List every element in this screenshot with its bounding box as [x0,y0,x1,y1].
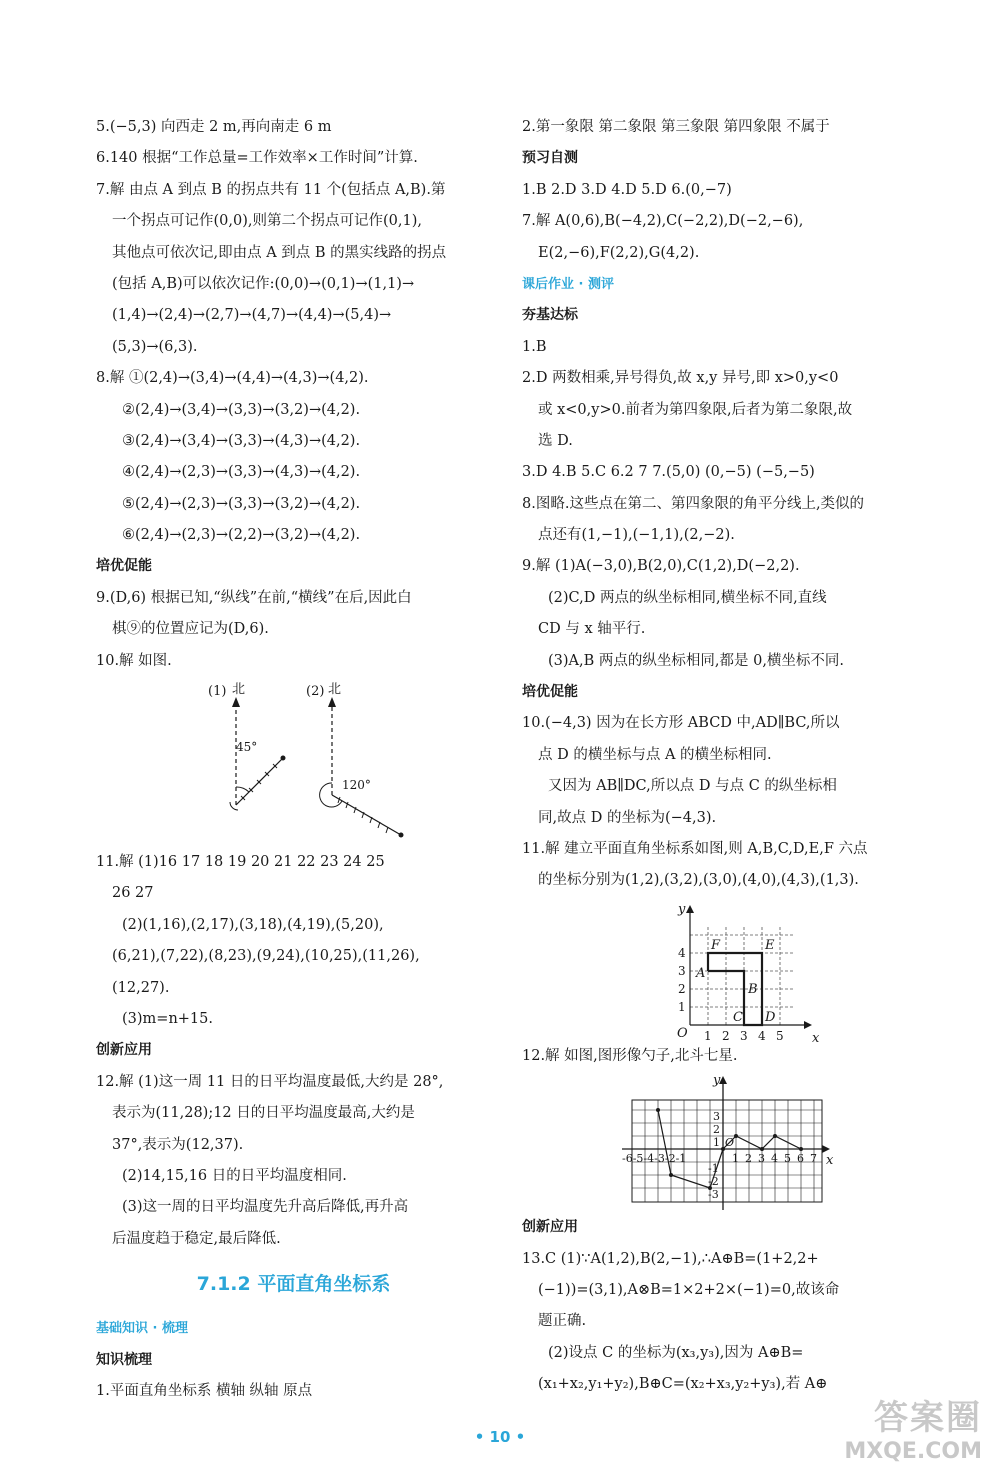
angle-label: 45° [236,740,258,755]
coordinate-grid-q11 [522,897,917,1046]
point-label: E [765,937,775,953]
x-tick-negative: -6-5-4-3-2-1 [622,1152,687,1166]
axis-label: x [826,1153,834,1169]
answer-line: (3)A,B 两点的纵坐标相同,都是 0,横坐标不同. [548,652,845,669]
answer-line: (x₁+x₂,y₁+y₂),B⊕C=(x₂+x₃,y₂+y₃),若 A⊕ [538,1376,828,1393]
angle-label: 120° [342,778,371,793]
answer-line: 表示为(11,28);12 日的日平均温度最高,大约是 [112,1105,415,1122]
section-heading: 夯基达标 [522,307,578,324]
y-tick: 3 [713,1110,720,1124]
x-tick: 2 [745,1152,752,1166]
point-label: B [748,981,758,997]
answer-line: 11.解 (1)16 17 18 19 20 21 22 23 24 25 [96,854,385,871]
answer-line: 2.D 两数相乘,异号得负,故 x,y 异号,即 x>0,y<0 [522,370,839,387]
axis-label: y [713,1073,721,1089]
answer-line: 的坐标分别为(1,2),(3,2),(3,0),(4,0),(4,3),(1,3). [538,872,859,889]
section-heading: 创新应用 [522,1219,578,1236]
answer-line: 6.140 根据“工作总量=工作效率×工作时间”计算. [96,150,418,167]
y-tick: 4 [678,945,686,960]
answer-line: 题正确. [538,1313,587,1330]
figure-q11 [522,897,917,1046]
point-label: D [765,1009,776,1025]
answer-line: 1.平面直角坐标系 横轴 纵轴 原点 [96,1382,313,1399]
answer-line: 10.(−4,3) 因为在长方形 ABCD 中,AD∥BC,所以 [522,715,840,732]
answer-line: (2)设点 C 的坐标为(x₃,y₃),因为 A⊕B= [548,1344,804,1361]
coordinate-grid-q12 [522,1072,917,1212]
y-tick: 1 [678,999,686,1014]
answer-line: CD 与 x 轴平行. [538,621,646,638]
answer-line: 11.解 建立平面直角坐标系如图,则 A,B,C,D,E,F 六点 [522,840,868,857]
x-tick: 5 [784,1152,791,1166]
point-label: A [696,965,706,981]
answer-line: E(2,−6),F(2,2),G(4,2). [538,244,700,261]
point-label: F [711,937,721,953]
answer-line: (1,4)→(2,4)→(2,7)→(4,7)→(4,4)→(5,4)→ [112,307,392,324]
origin-label: O [677,1025,688,1041]
axis-label: x [812,1030,820,1046]
answer-line: ③(2,4)→(3,4)→(3,3)→(4,3)→(4,2). [122,432,361,449]
x-tick: 4 [771,1152,778,1166]
diagram-label: 北 [328,682,342,698]
y-tick: 3 [678,963,686,978]
diagram-label: (2) [306,684,325,700]
page-number: • 10 • [474,1428,526,1446]
answer-line: 5.(−5,3) 向西走 2 m,再向南走 6 m [96,119,332,135]
y-tick: 1 [713,1136,720,1150]
answer-line: 9.(D,6) 根据已知,“纵线”在前,“横线”在后,因此白 [96,589,412,606]
answer-line: 又因为 AB∥DC,所以点 D 与点 C 的纵坐标相 [548,778,837,795]
diagram-label: (1) [208,684,227,700]
axis-label: y [678,901,686,917]
answer-line: 后温度趋于稳定,最后降低. [112,1230,281,1247]
watermark-logo [844,1390,982,1464]
answer-line: (12,27). [112,979,170,996]
blue-subheading: 基础知识 · 梳理 [96,1321,188,1337]
answer-line: (3)m=n+15. [122,1010,213,1027]
section-heading: 培优促能 [96,558,152,575]
answer-line: 8.图略.这些点在第二、第四象限的角平分线上,类似的 [522,495,865,512]
y-tick: -2 [708,1175,719,1189]
section-heading: 知识梳理 [96,1351,152,1368]
diagram-label: 北 [232,682,246,698]
x-tick: 1 [704,1028,712,1043]
right-column [522,112,917,1401]
answer-line: 1.B 2.D 3.D 4.D 5.D 6.(0,−7) [522,181,732,198]
answer-line: (2)14,15,16 日的日平均温度相同. [122,1167,347,1184]
x-tick: 2 [722,1028,730,1043]
answer-line: 1.B [522,338,547,355]
x-tick: 1 [732,1152,739,1166]
answer-line: ④(2,4)→(2,3)→(3,3)→(4,3)→(4,2). [122,464,361,481]
origin-label: O [725,1136,735,1150]
answer-line: 7.解 由点 A 到点 B 的拐点共有 11 个(包括点 A,B).第 [96,181,446,198]
answer-line: 7.解 A(0,6),B(−4,2),C(−2,2),D(−2,−6), [522,213,804,230]
answer-line: 同,故点 D 的坐标为(−4,3). [538,809,717,826]
answer-line: 8.解 ①(2,4)→(3,4)→(4,4)→(4,3)→(4,2). [96,370,369,387]
y-tick: 2 [713,1123,720,1137]
x-tick: 5 [776,1028,784,1043]
watermark-url: MXQE.COM [844,1439,982,1464]
answer-line: (包括 A,B)可以依次记作:(0,0)→(0,1)→(1,1)→ [112,275,415,292]
section-heading: 培优促能 [522,684,578,701]
answer-line: 12.解 如图,图形像勺子,北斗七星. [522,1047,738,1064]
answer-line: 其他点可依次记,即由点 A 到点 B 的黑实线路的拐点 [112,244,447,261]
y-tick: -1 [708,1162,719,1176]
y-tick: 2 [678,981,686,996]
answer-line: 或 x<0,y>0.前者为第四象限,后者为第二象限,故 [538,401,853,418]
x-tick: 6 [797,1152,804,1166]
answer-line: (2)C,D 两点的纵坐标相同,横坐标不同,直线 [548,589,827,606]
answer-line: 点还有(1,−1),(−1,1),(2,−2). [538,527,735,544]
answer-line: ⑥(2,4)→(2,3)→(2,2)→(3,2)→(4,2). [122,527,361,544]
answer-line: ②(2,4)→(3,4)→(3,3)→(3,2)→(4,2). [122,401,361,418]
answer-line: 26 27 [112,885,154,902]
section-title: 7.1.2 平面直角坐标系 [196,1273,391,1296]
answer-line: (3)这一周的日平均温度先升高后降低,再升高 [122,1199,409,1216]
x-tick: 4 [758,1028,766,1043]
figure-q12 [522,1072,917,1212]
answer-line: 2.第一象限 第二象限 第三象限 第四象限 不属于 [522,119,830,135]
answer-line: 3.D 4.B 5.C 6.2 7 7.(5,0) (0,−5) (−5,−5) [522,464,815,481]
left-column [96,112,491,1407]
answer-line: 棋⑨的位置应记为(D,6). [112,621,269,638]
answer-line: 点 D 的横坐标与点 A 的横坐标相同. [538,746,772,763]
answer-line: 37°,表示为(12,37). [112,1136,244,1153]
direction-diagram [96,677,491,847]
answer-line: 一个拐点可记作(0,0),则第二个拐点可记作(0,1), [112,213,422,230]
y-tick: -3 [708,1188,719,1202]
answer-line: ⑤(2,4)→(2,3)→(3,3)→(3,2)→(4,2). [122,495,361,512]
x-tick: 7 [810,1152,817,1166]
answer-line: (2)(1,16),(2,17),(3,18),(4,19),(5,20), [122,916,384,933]
answer-line: 10.解 如图. [96,652,172,669]
answer-line: (6,21),(7,22),(8,23),(9,24),(10,25),(11,26), [112,948,420,965]
watermark-text: 答案圈 [874,1398,982,1438]
answer-line: 选 D. [538,432,573,449]
blue-subheading: 课后作业 · 测评 [522,276,614,292]
point-label: C [733,1009,743,1025]
answer-line: (−1))=(3,1),A⊗B=1×2+2×(−1)=0,故该命 [538,1281,840,1298]
answer-line: 9.解 (1)A(−3,0),B(2,0),C(1,2),D(−2,2). [522,558,800,575]
answer-line: 13.C (1)∵A(1,2),B(2,−1),∴A⊕B=(1+2,2+ [522,1250,819,1267]
figure-q10 [96,677,491,847]
section-heading: 预习自测 [522,150,578,167]
answer-line: (5,3)→(6,3). [112,338,198,355]
x-tick: 3 [758,1152,765,1166]
section-heading: 创新应用 [96,1042,152,1059]
answer-line: 12.解 (1)这一周 11 日的日平均温度最低,大约是 28°, [96,1073,444,1090]
x-tick: 3 [740,1028,748,1043]
